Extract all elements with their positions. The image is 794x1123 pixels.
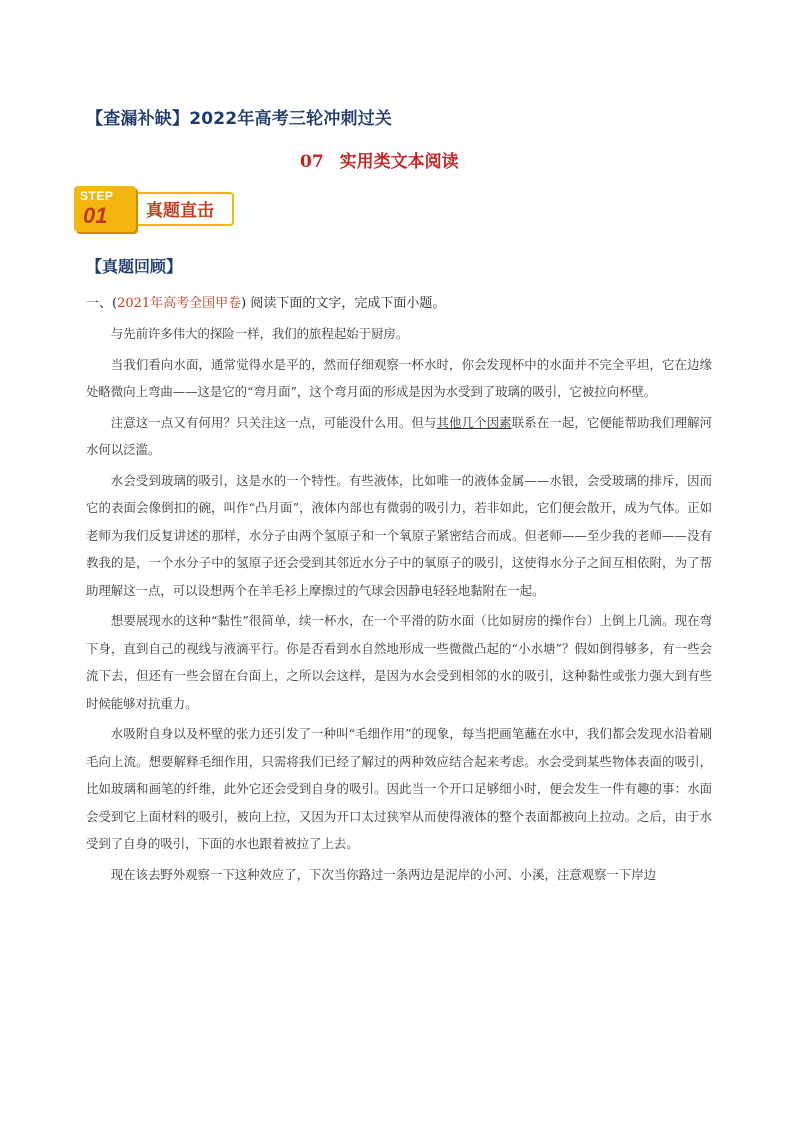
passage-text: 联系在一起，它便能帮助我们理解河水何以泛滥。: [86, 414, 713, 457]
chapter-title: [300, 147, 459, 172]
step-label: 真题直击: [146, 201, 214, 221]
question-instruction: [86, 292, 445, 311]
underlined-phrase: 其他几个因素: [436, 414, 512, 430]
passage-paragraph: 与先前许多伟大的探险一样，我们的旅程起始于厨房。: [110, 326, 409, 341]
passage-paragraph: 水吸附自身以及杯壁的张力还引发了一种叫“毛细作用”的现象，每当把画笔蘸在水中，我们都会发现水沿着刷毛向上流。想要解释毛细作用，只需将我们已经了解过的两种效应结合起来考虑。水会受到某些物体表面的吸引，比如玻璃和画笔的纤维，此外它还会受到自身的吸引。因此当一个开口足够细小时，便会发生一件有趣的事：水面会受到它上面材料的吸引，被向上拉，又因为开口太过狭窄从而使得液体的整个表面都被向上拉动。之后，由于水受到了自身的吸引，下面的水也跟着被拉了上去。: [86, 726, 712, 851]
chapter-number: 07: [300, 152, 324, 172]
passage-paragraph: [86, 409, 712, 464]
chapter-name: 实用类文本阅读: [339, 152, 459, 172]
question-source: 2021年高考全国甲卷: [117, 296, 242, 311]
question-prefix: 一、(: [86, 296, 118, 311]
passage-text: 注意这一点又有何用？只关注这一点，可能没什么用。但与: [110, 414, 437, 430]
step-badge: [74, 186, 234, 232]
step-number: 01: [83, 203, 108, 228]
question-suffix: ) 阅读下面的文字，完成下面小题。: [241, 296, 446, 311]
passage-paragraph: 当我们看向水面，通常觉得水是平的，然而仔细观察一杯水时，你会发现杯中的水面并不完全平坦，它在边缘处略微向上弯曲——这是它的“弯月面”，这个弯月面的形成是因为水受到了玻璃的吸引，它被拉向杯壁。: [86, 356, 712, 399]
step-word: STEP: [80, 189, 114, 203]
reading-passage: [86, 320, 712, 891]
passage-paragraph: 现在该去野外观察一下这种效应了，下次当你路过一条两边是泥岸的小河、小溪，注意观察一下岸边: [110, 866, 656, 882]
section-heading: 【真题回顾】: [86, 257, 183, 276]
passage-paragraph: 水会受到玻璃的吸引，这是水的一个特性。有些液体，比如唯一的液体金属——水银，会受玻璃的排斥，因而它的表面会像倒扣的碗，叫作“凸月面”，液体内部也有微弱的吸引力，若非如此，它们便会散开，成为气体。正如老师为我们反复讲述的那样，水分子由两个氢原子和一个氧原子紧密结合而成。但老师——至少我的老师——没有教我的是，一个水分子中的氢原子还会受到其邻近水分子中的氧原子的吸引，这使得水分子之间互相依附，为了帮助理解这一点，可以设想两个在羊毛衫上摩擦过的气球会因静电轻轻地黏附在一起。: [86, 472, 712, 598]
passage-paragraph: 想要展现水的这种“黏性”很简单，续一杯水，在一个平滑的防水面（比如厨房的操作台）上倒上几滴。现在弯下身，直到自己的视线与液滴平行。你是否看到水自然地形成一些微微凸起的“小水塘”？假如倒得够多，有一些会流下去，但还有一些会留在台面上，之所以会这样，是因为水会受到相邻的水的吸引，这种黏性或张力强大到有些时候能够对抗重力。: [86, 613, 712, 711]
document-title: 【查漏补缺】2022年高考三轮冲刺过关: [86, 109, 393, 129]
step-tag: [74, 186, 136, 232]
